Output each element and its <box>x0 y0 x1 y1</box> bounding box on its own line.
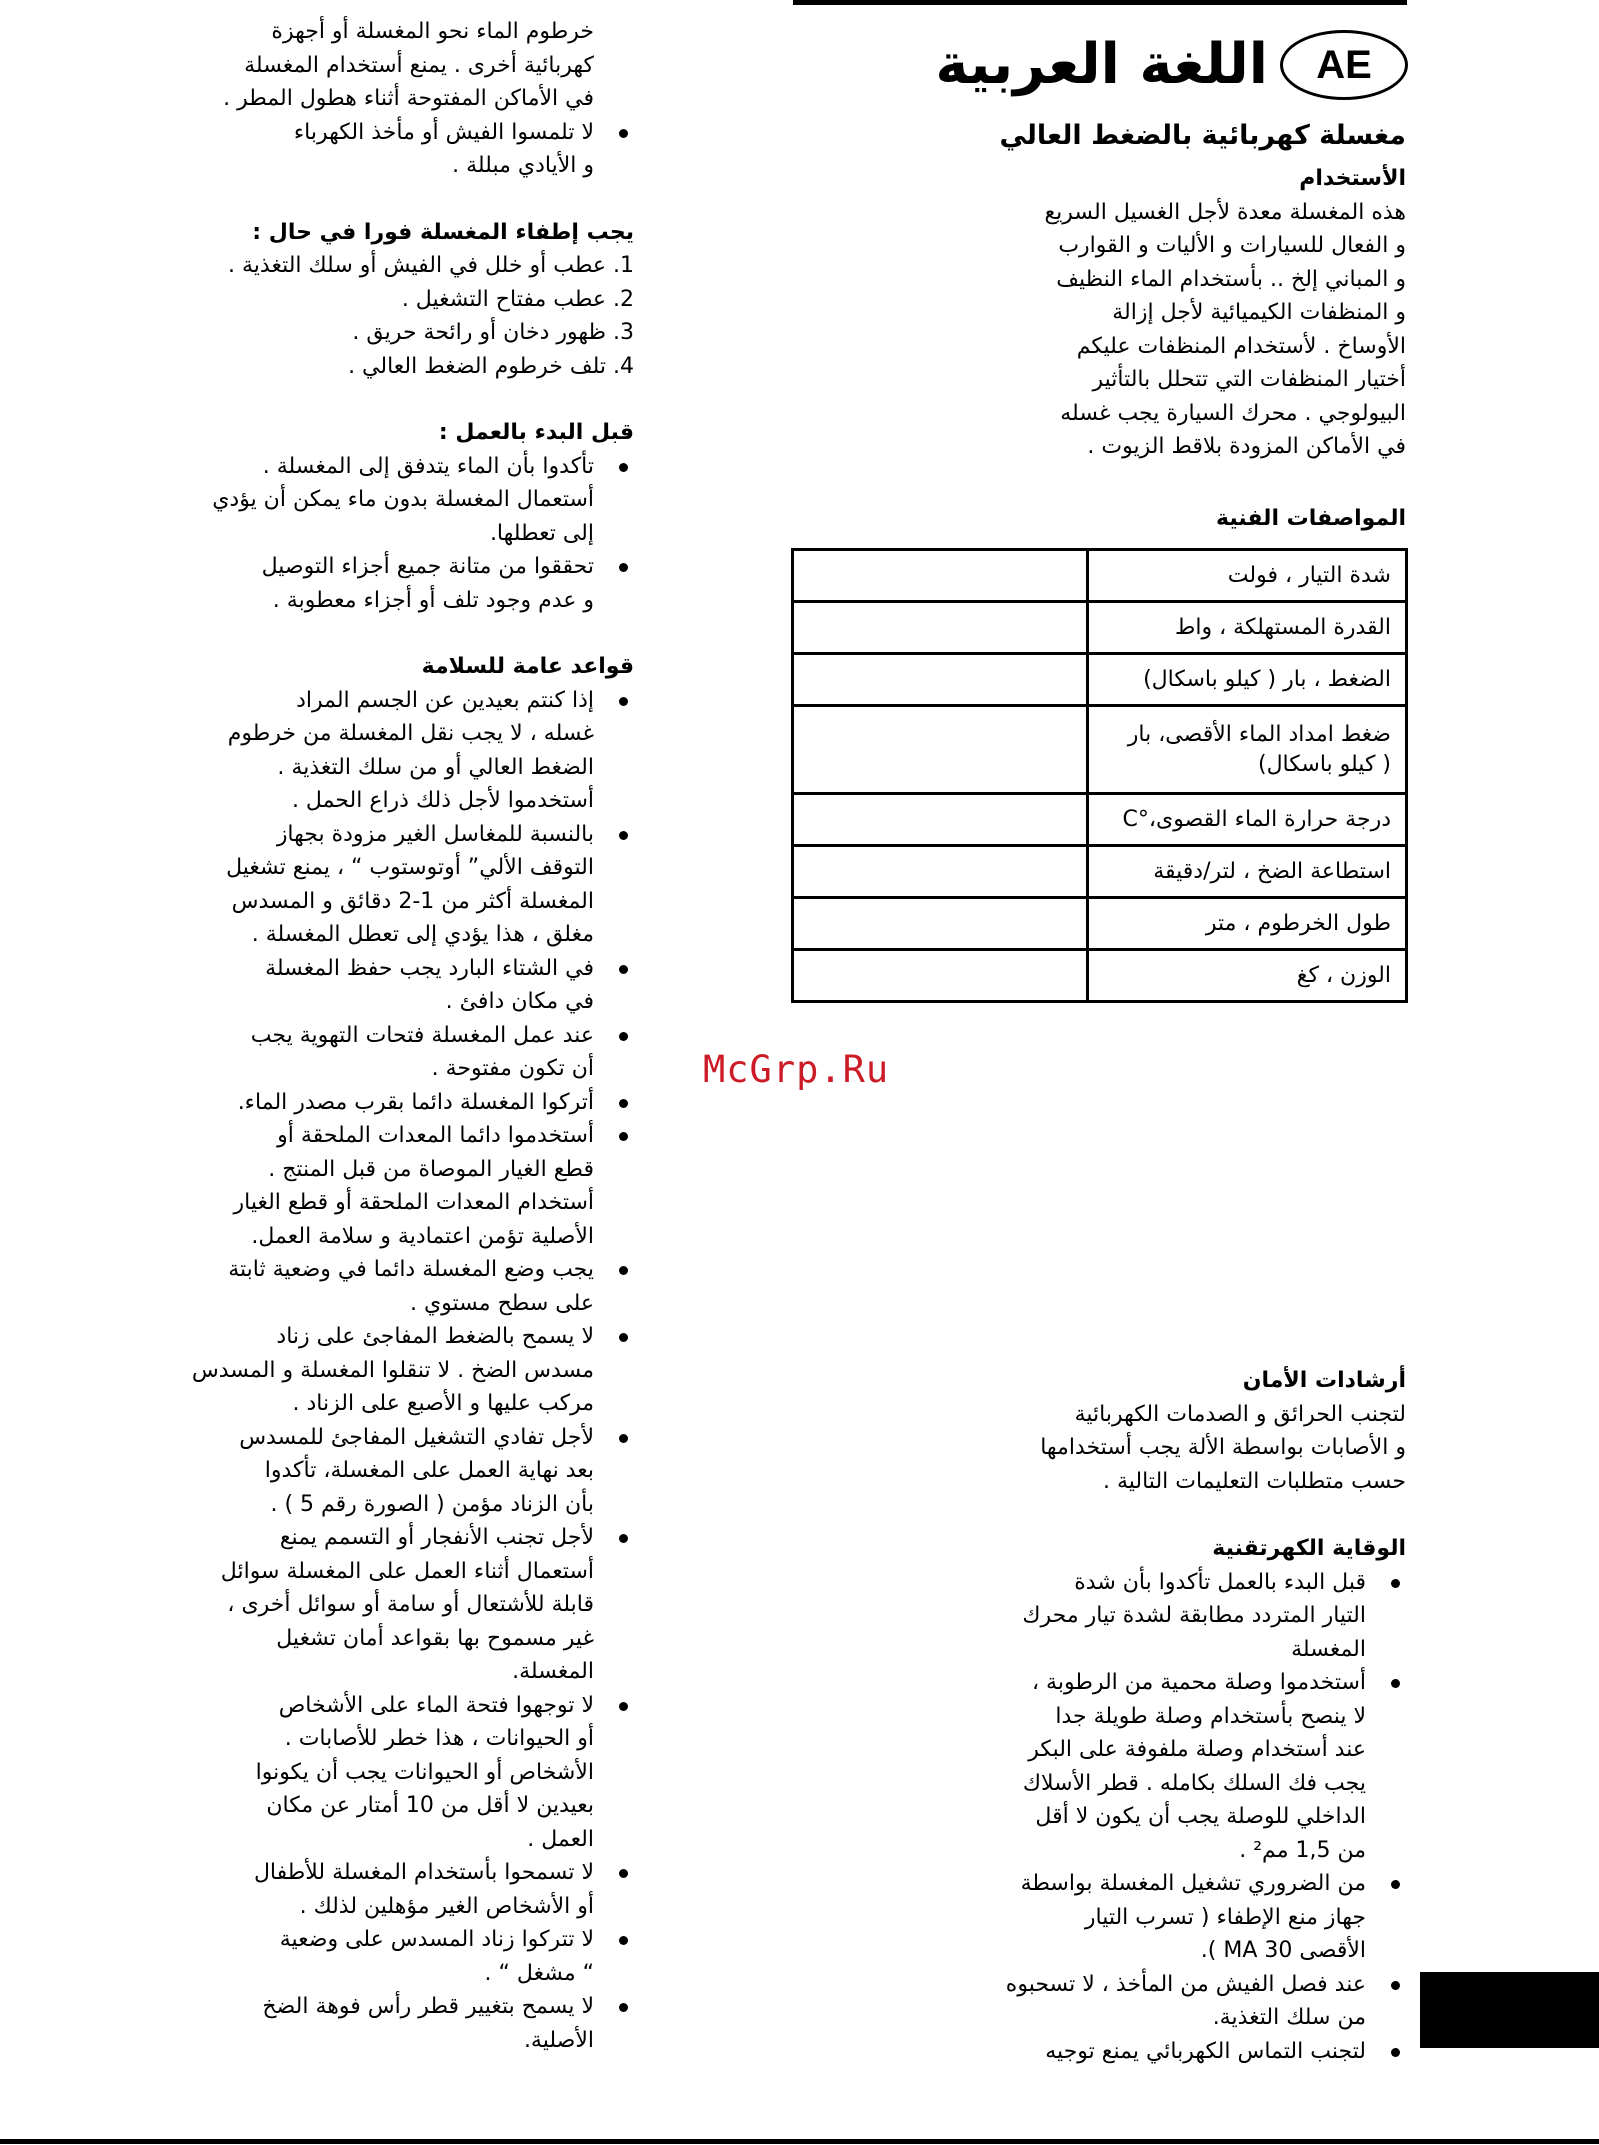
page-tab-marker <box>1420 1972 1599 2048</box>
spec-row <box>793 550 1407 602</box>
electrical-section <box>1000 1532 1406 2068</box>
bullet-line: المغسلة أكثر من 1-2 دقائق و المسدس <box>231 888 594 914</box>
spec-label-line: ضغط امداد الماء الأقصى، بار <box>1127 721 1391 747</box>
spec-label-line: استطاعة الضخ ، لتر/دقيقة <box>1153 858 1391 884</box>
title-row <box>935 20 1408 120</box>
text-line: 4. تلف خرطوم الضغط العالي . <box>348 353 634 379</box>
spec-value <box>793 550 1088 602</box>
product-title: مغسلة كهربائية بالضغط العالي <box>999 120 1406 151</box>
bullet-line: أستخدام المعدات الملحقة أو قطع الغيار <box>233 1190 594 1215</box>
bullet-line: أتركوا المغسلة دائما بقرب مصدر الماء. <box>200 1086 634 1120</box>
bullet-item <box>1000 1968 1406 2035</box>
bullet-line: الأقصى 30 MA ). <box>1200 1938 1366 1963</box>
text-line: أختيار المنظفات التي تتحلل بالتأثير <box>1092 367 1406 392</box>
bullet-item <box>200 1119 634 1253</box>
bullet-line: في مكان دافئ . <box>445 989 594 1014</box>
watermark: McGrp.Ru <box>703 1048 890 1091</box>
bullet-item <box>200 1856 634 1923</box>
usage-heading: الأستخدام <box>1299 166 1406 191</box>
text-line: حسب متطلبات التعليمات التالية . <box>1102 1468 1406 1494</box>
bullet-line: أستخدموا دائما المعدات الملحقة أو <box>200 1119 634 1153</box>
text-line: 1. عطب أو خلل في الفيش أو سلك التغذية . <box>228 253 634 278</box>
specs-heading: المواصفات الفنية <box>1216 506 1406 531</box>
bullet-line: بعد نهاية العمل على المغسلة، تأكدوا <box>264 1458 594 1483</box>
bullet-line: أستخدموا لأجل ذلك ذراع الحمل . <box>291 788 594 813</box>
bullet-line: قابلة للأشتعال أو سامة أو سوائل أخرى ، <box>227 1592 594 1617</box>
bullet-line: أستعمال المغسلة بدون ماء يمكن أن يؤدي <box>212 487 594 512</box>
before-start-bullets <box>200 450 634 618</box>
electrical-bullets <box>1000 1566 1406 2069</box>
text-line: و الأصابات بواسطة الألة يجب أستخدامها <box>1040 1435 1406 1460</box>
spec-label <box>1088 794 1407 846</box>
continued-bullets <box>200 116 634 183</box>
bullet-line: التيار المتردد مطابقة لشدة تيار محرك <box>1022 1603 1366 1628</box>
text-line: هذه المغسلة معدة لأجل الغسيل السريع <box>1044 199 1406 225</box>
bullet-item <box>200 684 634 818</box>
bullet-item <box>200 952 634 1019</box>
bullet-line: من الضروري تشغيل المغسلة بواسطة <box>1000 1867 1406 1901</box>
spec-row <box>793 706 1407 794</box>
bullet-line: لا توجهوا فتحة الماء على الأشخاص <box>200 1689 634 1723</box>
bullet-line: لا تسمحوا بأستخدام المغسلة للأطفال <box>200 1856 634 1890</box>
spec-label <box>1088 654 1407 706</box>
spec-label <box>1088 950 1407 1002</box>
spec-label-line: طول الخرطوم ، متر <box>1205 910 1391 936</box>
spec-row <box>793 794 1407 846</box>
bullet-line: أستعمال أثناء العمل على المغسلة سوائل <box>220 1558 594 1584</box>
bullet-item <box>200 550 634 617</box>
bullet-line: يجب وضع المغسلة دائما في وضعية ثابتة <box>200 1253 634 1287</box>
bullet-item <box>200 1019 634 1086</box>
bullet-line: مركب عليها و الأصبع على الزناد . <box>292 1391 594 1416</box>
bullet-line: “ مشغل “ . <box>484 1960 594 1986</box>
bullet-line: الأصلية تؤمن اعتمادية و سلامة العمل. <box>251 1223 594 1249</box>
text-line: البيولوجي . محرك السيارة يجب غسله <box>1060 400 1406 426</box>
bullet-item <box>1000 2035 1406 2069</box>
bullet-line: لا تلمسوا الفيش أو مأخذ الكهرباء <box>200 116 634 150</box>
bullet-line: على سطح مستوي . <box>409 1290 594 1316</box>
bullet-line: لا ينصح بأستخدام وصلة طويلة جدا <box>1055 1703 1366 1729</box>
spec-label <box>1088 706 1407 794</box>
bullet-line: الداخلي للوصلة يجب أن يكون لا أقل <box>1035 1804 1366 1829</box>
bullet-line: بعيدين لا أقل من 10 أمتار عن مكان <box>266 1793 594 1818</box>
bullet-line: بأن الزناد مؤمن ( الصورة رقم 5 ) . <box>270 1491 594 1517</box>
top-rule <box>793 0 1407 5</box>
continued-text <box>200 15 634 116</box>
spec-label-line: الوزن ، كغ <box>1296 962 1391 988</box>
text-line: و الفعال للسيارات و الأليات و القوارب <box>1058 233 1406 258</box>
bullet-line: إذا كنتم بعيدين عن الجسم المراد <box>200 684 634 718</box>
bullet-line: يجب فك السلك بكامله . قطر الأسلاك <box>1022 1770 1366 1796</box>
bullet-line: أو الأشخاص الغير مؤهلين لذلك . <box>299 1893 594 1919</box>
bullet-item <box>200 116 634 183</box>
bullet-line: لا يسمح بالضغط المفاجئ على زناد <box>200 1320 634 1354</box>
bullet-item <box>200 1421 634 1522</box>
bullet-line: من سلك التغذية. <box>1212 2005 1366 2030</box>
bullet-line: من 1,5 مم² . <box>1239 1837 1366 1863</box>
bullet-line: قبل البدء بالعمل تأكدوا بأن شدة <box>1000 1566 1406 1600</box>
bullet-item <box>200 818 634 952</box>
safety-instructions-section <box>1000 1364 1406 1498</box>
text-line: في الأماكن المزودة بلاقط الزيوت . <box>1087 434 1406 459</box>
spec-label <box>1088 846 1407 898</box>
electrical-heading: الوقاية الكهرتقنية <box>1212 1536 1406 1561</box>
text-line: 3. ظهور دخان أو رائحة حريق . <box>352 320 634 345</box>
usage-text <box>1000 196 1406 464</box>
text-line: لتجنب الحرائق و الصدمات الكهربائية <box>1074 1401 1406 1427</box>
bullet-line: لأجل تجنب الأنفجار أو التسمم يمنع <box>200 1521 634 1555</box>
spec-row <box>793 602 1407 654</box>
bullet-item <box>200 1086 634 1120</box>
bullet-line: و الأيادي مبللة . <box>452 153 594 178</box>
spec-label <box>1088 602 1407 654</box>
bullet-line: تأكدوا بأن الماء يتدفق إلى المغسلة . <box>200 450 634 484</box>
bullet-item <box>200 1253 634 1320</box>
bullet-line: العمل . <box>527 1826 594 1852</box>
bullet-line: قطع الغيار الموصاة من قبل المنتج . <box>268 1156 594 1182</box>
spec-label-line: القدرة المستهلكة ، واط <box>1175 614 1391 640</box>
specs-table <box>791 548 1408 1003</box>
bullet-item <box>200 1521 634 1689</box>
text-line: خرطوم الماء نحو المغسلة أو أجهزة <box>271 19 594 44</box>
bullet-line: التوقف الألي” أوتوستوب “ ، يمنع تشغيل <box>226 855 594 880</box>
bullet-item <box>200 1923 634 1990</box>
text-line: في الأماكن المفتوحة أثناء هطول المطر . <box>223 86 594 111</box>
bullet-line: أو الحيوانات ، هذا خطر للأصابات . <box>284 1726 594 1751</box>
bullet-line: الأصلية. <box>523 2027 594 2053</box>
spec-value <box>793 950 1088 1002</box>
bullet-line: لتجنب التماس الكهربائي يمنع توجيه <box>1000 2035 1406 2069</box>
bullet-line: لأجل تفادي التشغيل المفاجئ للمسدس <box>200 1421 634 1455</box>
text-line: الأوساخ . لأستخدام المنظفات عليكم <box>1076 333 1406 359</box>
spec-row <box>793 898 1407 950</box>
bullet-item <box>1000 1666 1406 1867</box>
text-line: كهربائية أخرى . يمنع أستخدام المغسلة <box>244 52 594 78</box>
spec-value <box>793 706 1088 794</box>
spec-value <box>793 846 1088 898</box>
spec-label <box>1088 898 1407 950</box>
bullet-line: المغسلة. <box>512 1659 594 1684</box>
bullet-line: بالنسبة للمغاسل الغير مزودة بجهاز <box>200 818 634 852</box>
language-code-badge: AE <box>1280 30 1408 100</box>
bullet-line: الضغط العالي أو من سلك التغذية . <box>277 754 594 780</box>
bullet-line: في الشتاء البارد يجب حفظ المغسلة <box>200 952 634 986</box>
spec-value <box>793 654 1088 706</box>
bullet-line: مسدس الضخ . لا تنقلوا المغسلة و المسدس <box>191 1357 594 1383</box>
specs-section <box>1000 502 1406 536</box>
general-safety-bullets <box>191 684 634 2058</box>
bullet-line: أستخدموا وصلة محمية من الرطوبة ، <box>1000 1666 1406 1700</box>
text-line: و المباني إلخ .. بأستخدام الماء النظيف <box>1056 266 1406 292</box>
spec-label-line: درجة حرارة الماء القصوى،°C <box>1122 806 1391 832</box>
usage-section <box>1000 162 1406 464</box>
bullet-item <box>1000 1566 1406 1667</box>
language-title: اللغة العربية <box>935 32 1268 97</box>
bullet-line: إلى تعطلها. <box>489 520 594 546</box>
bullet-line: جهاز منع الإطفاء ( تسرب التيار <box>1084 1904 1366 1930</box>
bullet-line: عند فصل الفيش من المأخذ ، لا تسحبوه <box>1000 1968 1406 2002</box>
bullet-line: و عدم وجود تلف أو أجزاء معطوبة . <box>272 587 594 613</box>
bullet-line: لا يسمح بتغيير قطر رأس فوهة الضخ <box>200 1990 634 2024</box>
spec-value <box>793 794 1088 846</box>
bullet-item <box>191 1320 634 1421</box>
bullet-item <box>200 1990 634 2057</box>
spec-label-line: الضغط ، بار ( كيلو باسكال) <box>1143 666 1391 692</box>
spec-value <box>793 602 1088 654</box>
bullet-line: لا تتركوا زناد المسدس على وضعية <box>200 1923 634 1957</box>
bullet-line: أن تكون مفتوحة . <box>431 1056 594 1081</box>
safety-instructions-text <box>1000 1398 1406 1499</box>
text-line: و المنظفات الكيميائية لأجل إزالة <box>1112 300 1406 325</box>
spec-label-line: ( كيلو باسكال) <box>1257 751 1391 777</box>
spec-row <box>793 950 1407 1002</box>
bullet-line: المغسلة <box>1291 1636 1366 1662</box>
emergency-heading: يجب إطفاء المغسلة فورا في حال : <box>252 219 634 245</box>
bullet-line: غسله ، لا يجب نقل المغسلة من خرطوم <box>227 721 594 746</box>
bullet-line: مغلق ، هذا يؤدي إلى تعطل المغسلة . <box>251 922 594 947</box>
bullet-line: عند أستخدام وصلة ملفوفة على البكر <box>1028 1737 1366 1762</box>
emergency-list <box>200 249 634 383</box>
text-line: 2. عطب مفتاح التشغيل . <box>401 286 634 312</box>
bullet-line: عند عمل المغسلة فتحات التهوية يجب <box>200 1019 634 1053</box>
bullet-item <box>200 1689 634 1857</box>
before-start-heading: قبل البدء بالعمل : <box>438 420 634 445</box>
bottom-rule <box>0 2139 1599 2144</box>
safety-instructions-heading: أرشادات الأمان <box>1242 1368 1406 1393</box>
bullet-line: الأشخاص أو الحيوانات يجب أن يكونوا <box>255 1759 594 1785</box>
left-column <box>191 15 634 2057</box>
spec-row <box>793 846 1407 898</box>
bullet-line: غير مسموح بها بقواعد أمان تشغيل <box>276 1625 594 1651</box>
general-safety-heading: قواعد عامة للسلامة <box>421 654 634 679</box>
spec-value <box>793 898 1088 950</box>
spec-label <box>1088 550 1407 602</box>
bullet-item <box>1000 1867 1406 1968</box>
bullet-line: تحققوا من متانة جميع أجزاء التوصيل <box>200 550 634 584</box>
spec-row <box>793 654 1407 706</box>
spec-label-line: شدة التيار ، فولت <box>1227 562 1391 588</box>
bullet-item <box>200 450 634 551</box>
